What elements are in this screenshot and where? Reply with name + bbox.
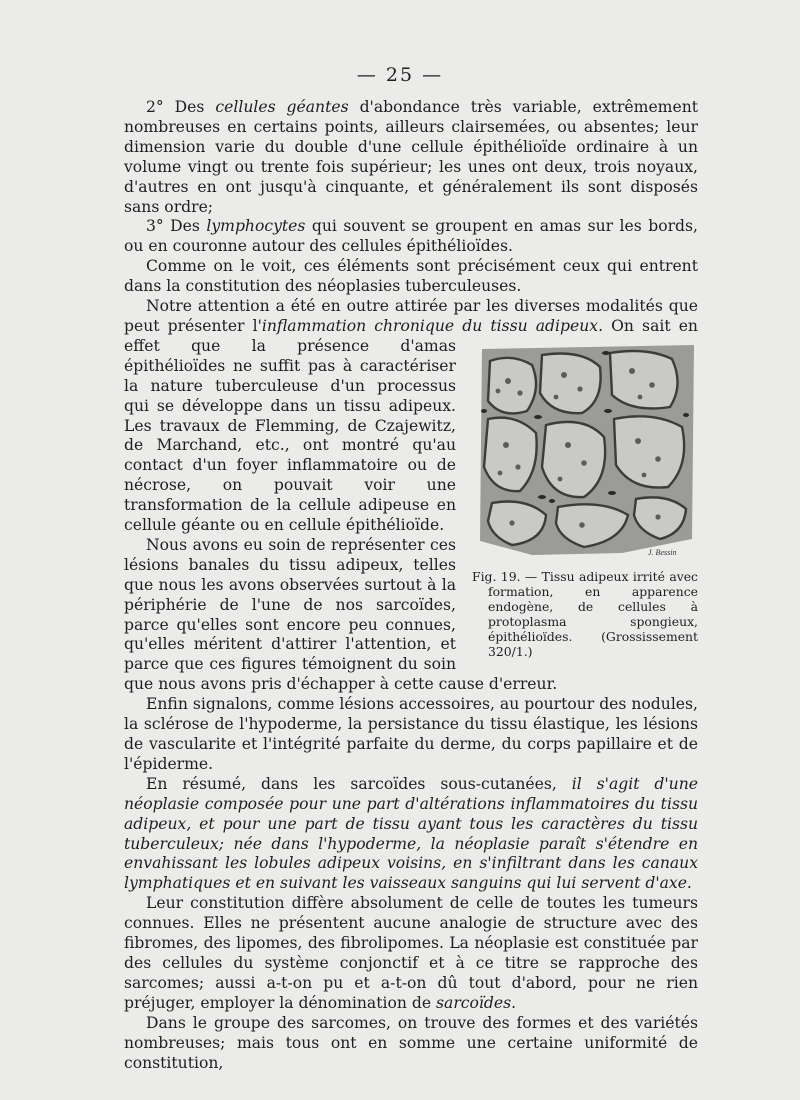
figure-caption: Fig. 19. — Tissu adipeux irrité avec formation, en apparence endogène, de cellules à protoplasma spongieux, épithélioïdes. (Grossissement 320/1.) bbox=[472, 568, 698, 659]
paragraph-lymphocytes: 3° Des lymphocytes qui souvent se groupent en amas sur les bords, ou en couronne autour des cellules épithélioïdes. bbox=[124, 217, 698, 256]
paragraph-constitution: Leur constitution diffère absolument de celle de toutes les tumeurs connues. Elles ne présentent aucune analogie de structure avec des fibromes, des lipomes, des fibrolipomes. La néoplasie est constituée par des cellules du système conjonctif et à ce titre se rapproche des sarcomes; aussi a-t-on pu et a-t-on dû tout d'abord, pour ne rien préjuger, employer la dénomination de sarcoïdes. bbox=[124, 894, 698, 1012]
paragraph-accessory-lesions: Enfin signalons, comme lésions accessoires, au pourtour des nodules, la sclérose de l'hypoderme, la persistance du tissu élastique, les lésions de vascularite et l'intégrité parfaite du derme, du corps papillaire et de l'épiderme. bbox=[124, 695, 698, 773]
paragraph-lesions: Nous avons eu soin de représenter ces lésions banales du tissu adipeux, telles que nous les avons observées surtout à la périphérie de l'une de nos sarcoïdes, parce qu'elles sont encore peu connues, qu'elles méritent d'attirer l'attention, et parce que ces figures témoignent du soin que nous avons pris d'échapper à cette cause d'erreur. bbox=[124, 535, 558, 694]
paragraph-summary: En résumé, dans les sarcoïdes sous-cutanées, il s'agit d'une néoplasie composée pour une part d'altérations inflammatoires du tissu adipeux, et pour une part de tissu ayant tous les caractères du tissu tuberculeux; née dans l'hypoderme, la néoplasie paraît s'étendre en envahissant les lobules adipeux voisins, en s'infiltrant dans les canaux lymphatiques et en suivant les vaisseaux sanguins qui lui servent d'axe. bbox=[124, 774, 699, 893]
figure-19 bbox=[472, 341, 698, 659]
paragraph-comparison: Comme on le voit, ces éléments sont précisément ceux qui entrent dans la constitution des néoplasies tuberculeuses. bbox=[124, 257, 698, 296]
paragraph-sarcomas: Dans le groupe des sarcomes, on trouve des formes et des variétés nombreuses; mais tous ont en somme une certaine uniformité de constitution, bbox=[124, 1013, 698, 1072]
body-text bbox=[124, 98, 698, 1073]
paragraph-giant-cells: 2° Des cellules géantes d'abondance très variable, extrêmement nombreuses en certains points, ailleurs clairsemées, ou absentes; leur dimension varie du double d'une cellule épithélioïde ordinaire à un volume vingt ou trente fois supérieur; les unes ont deux, trois noyaux, d'autres en ont jusqu'à cinquante, et généralement ils sont disposés sans ordre; bbox=[124, 98, 698, 216]
paragraph-inflammation: Notre attention a été en outre attirée par les diverses modalités que peut présenter l'inflammation chronique du tissu adipeux. J. Bessin Fig. 19. — Tissu adipeux irrité avec formation, en apparence endogène, de cellules à protoplasma spongieux, épithélioïdes. (Grossissement 320/1.) On sait en effet que la présence d'amas épithélioïdes ne suffit pas à caractériser la nature tuberculeuse d'un processus qui se développe dans un tissu adipeux. Les travaux de Flemming, de Czajewitz, de Marchand, etc., ont montré qu'au contact d'un foyer inflammatoire ou de nécrose, on pouvait voir une transformation de la cellule adipeuse en cellule géante ou en cellule épithélioïde. bbox=[124, 297, 698, 659]
page-number: — 25 — bbox=[356, 64, 444, 86]
histology-illustration bbox=[472, 341, 698, 563]
figure-signature: J. Bessin bbox=[648, 547, 677, 557]
